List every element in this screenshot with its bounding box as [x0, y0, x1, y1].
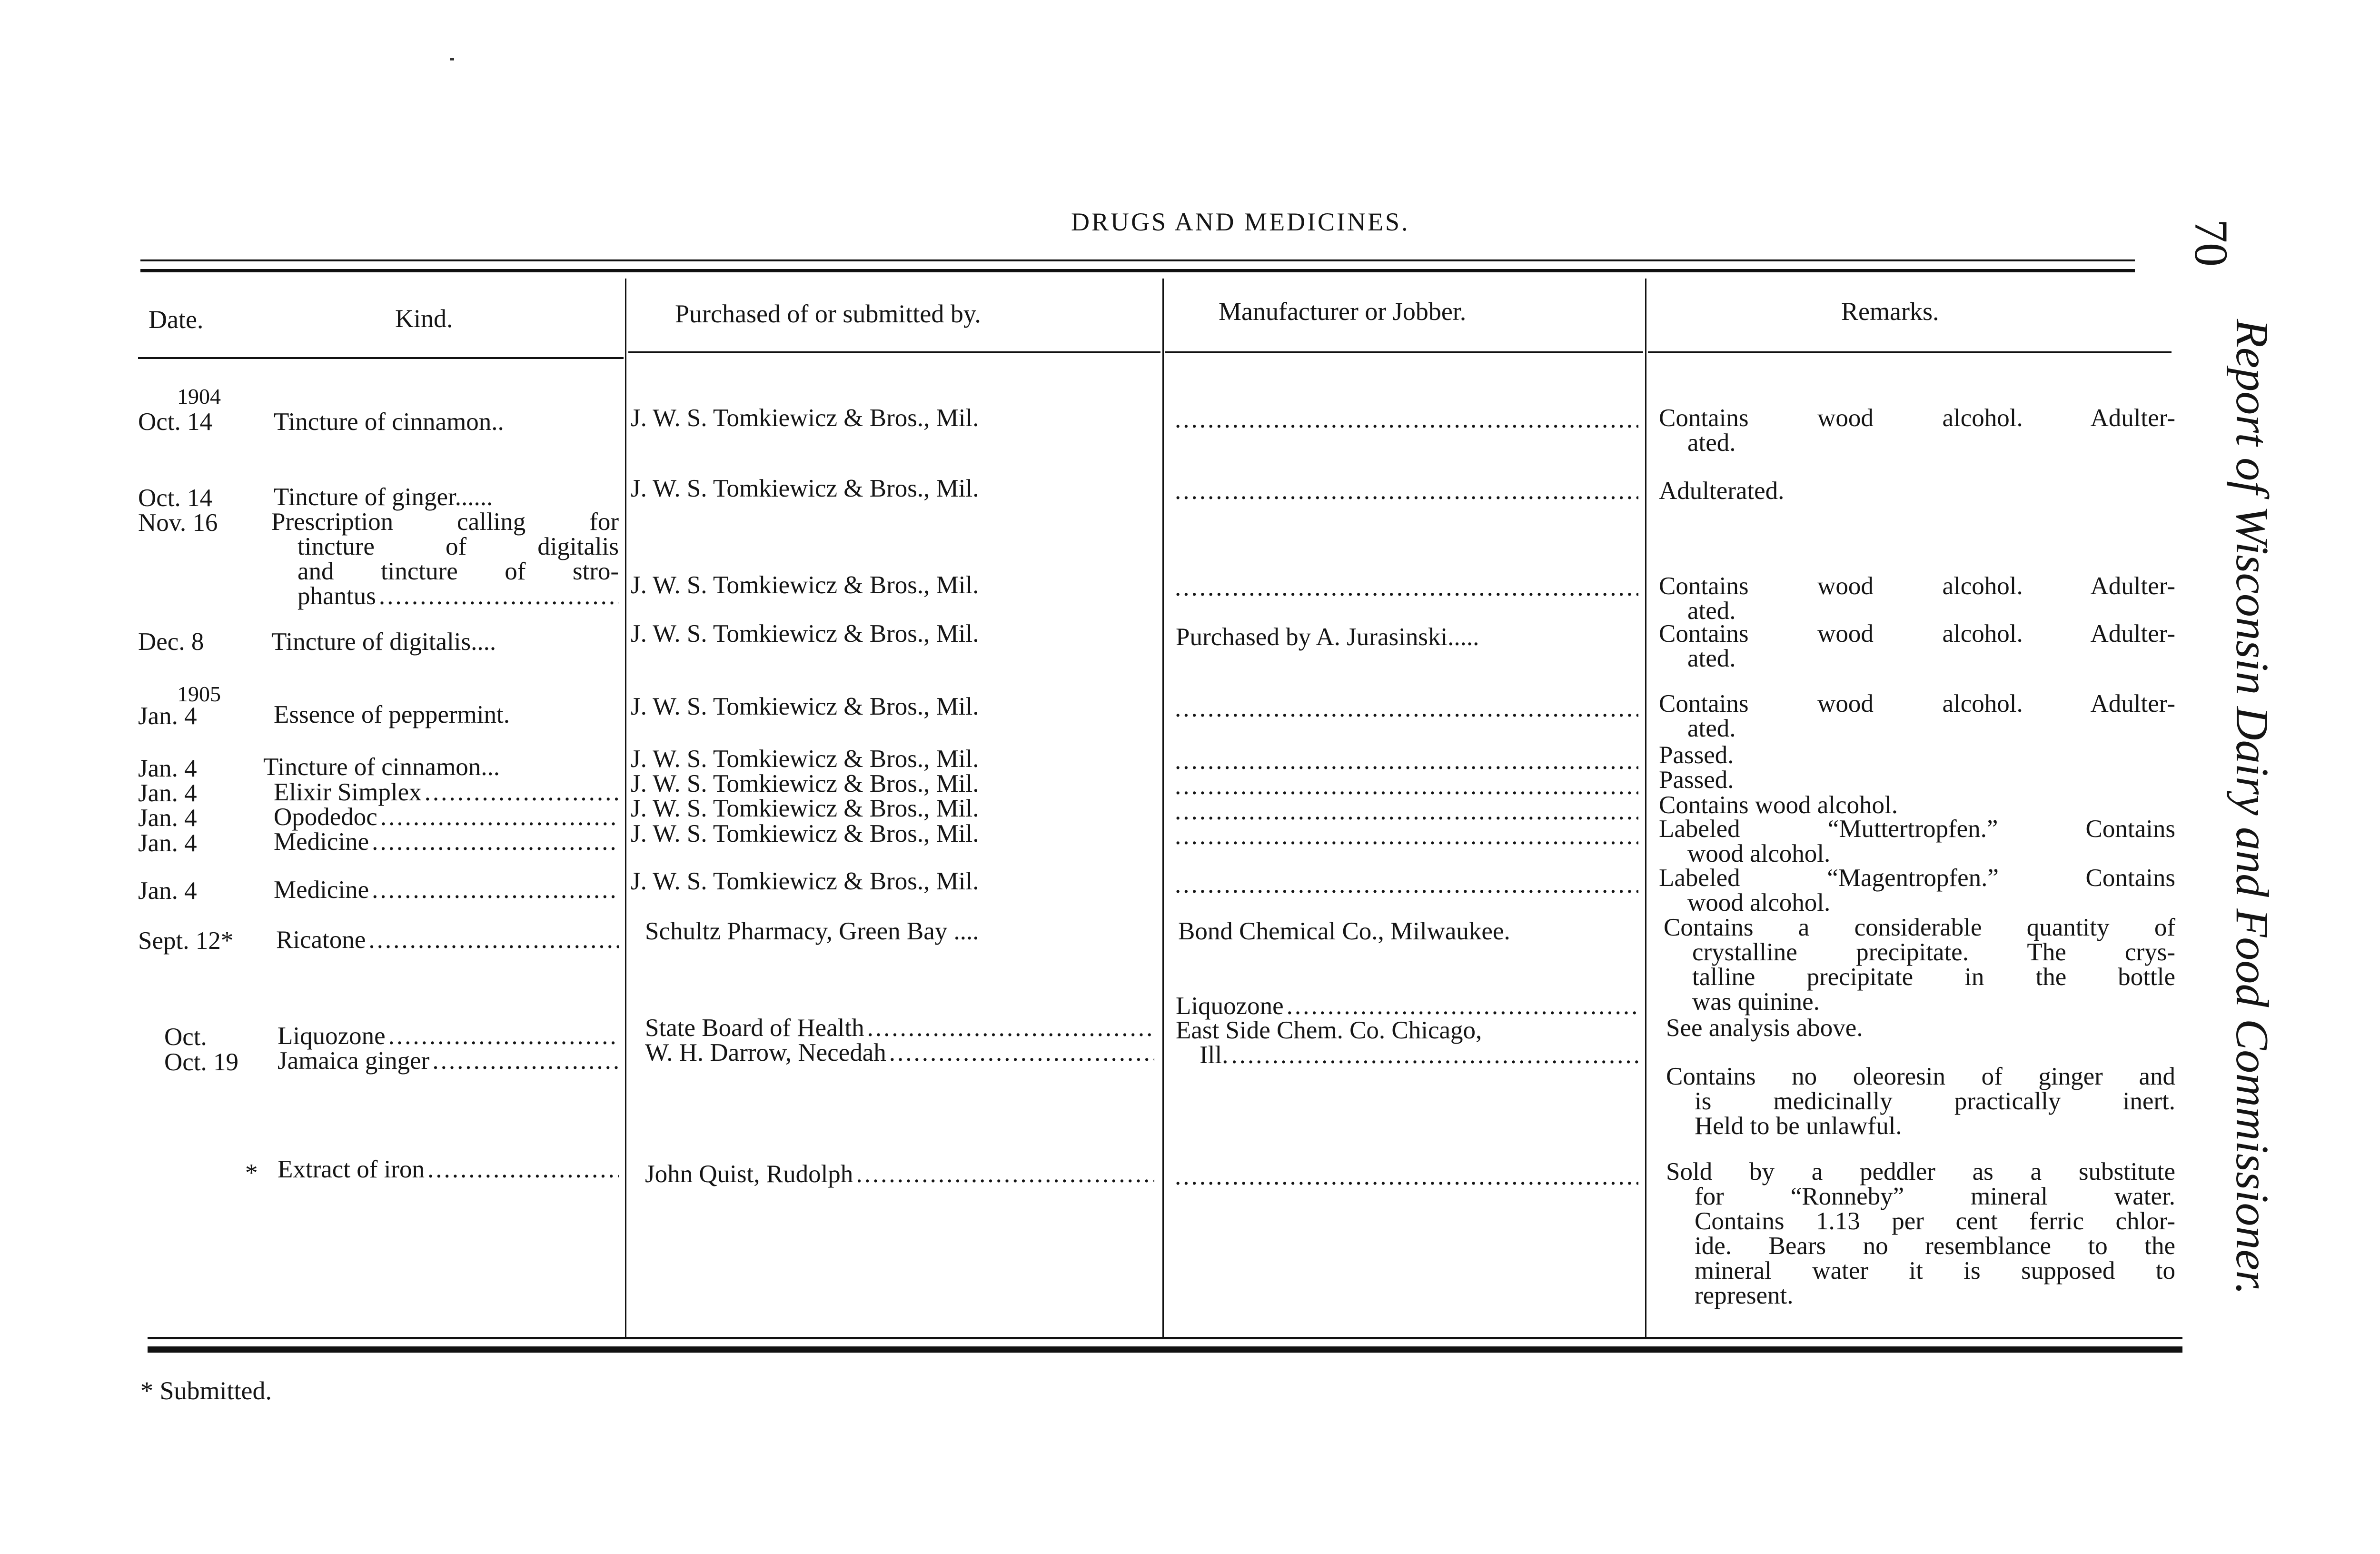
- cell-remarks: Passed.: [1659, 741, 1734, 769]
- cell-remarks: Passed.: [1659, 766, 1734, 794]
- remark-line: ated.: [1687, 429, 1736, 457]
- remark-line: Sold by a peddler as a substitute: [1666, 1158, 2175, 1185]
- cell-manufacturer: [1172, 824, 1638, 848]
- cell-kind: Essence of peppermint.: [274, 701, 510, 728]
- header-rule: [1648, 351, 2172, 353]
- ink-speck: [450, 58, 454, 60]
- kind-line: tincture of digitalis: [298, 533, 619, 560]
- cell-date: Oct. 19: [164, 1048, 239, 1076]
- cell-date: Jan. 4: [138, 829, 197, 857]
- remark-line: Contains wood alcohol. Adulter-: [1659, 404, 2175, 432]
- top-rule: [140, 269, 2135, 272]
- page-number: 70: [2185, 219, 2238, 267]
- cell-remarks: [1664, 915, 2175, 1014]
- cell-remarks: Adulterated.: [1659, 477, 1785, 505]
- cell-manufacturer: Liquozone .....: [1176, 994, 1640, 1018]
- cell-manufacturer: Purchased by A. Jurasinski.....: [1176, 623, 1479, 651]
- section-title: DRUGS AND MEDICINES.: [1071, 208, 1410, 236]
- cell-purchased: J. W. S. Tomkiewicz & Bros., Mil.: [631, 770, 979, 797]
- header-kind: Kind.: [395, 304, 453, 333]
- kind-line: and tincture of stro-: [298, 558, 619, 585]
- remark-line: ide. Bears no resemblance to the: [1695, 1232, 2175, 1260]
- cell-purchased: State Board of Health .....: [645, 1016, 1154, 1040]
- cell-date: Jan. 4: [138, 804, 197, 832]
- cell-purchased: J. W. S. Tomkiewicz & Bros., Mil.: [631, 867, 979, 895]
- running-head: Report of Wisconsin Dairy and Food Commissioner.: [2226, 319, 2278, 1295]
- cell-manufacturer: [1172, 407, 1638, 432]
- remark-line: Contains 1.13 per cent ferric chlor-: [1695, 1207, 2175, 1235]
- cell-kind: Tincture of digitalis....: [271, 628, 496, 656]
- cell-remarks: [1659, 817, 2175, 866]
- remark-line: represent.: [1695, 1282, 1794, 1309]
- cell-purchased: J. W. S. Tomkiewicz & Bros., Mil.: [631, 404, 979, 432]
- cell-kind: Elixir Simplex .....: [274, 780, 619, 805]
- cell-manufacturer: [1172, 872, 1638, 897]
- cell-kind: Tincture of cinnamon...: [263, 753, 500, 781]
- cell-kind: Jamaica ginger .....: [278, 1048, 619, 1073]
- remark-line: Contains wood alcohol. Adulter-: [1659, 572, 2175, 600]
- cell-date: Sept. 12*: [138, 927, 234, 955]
- column-divider: [1645, 279, 1646, 1338]
- cell-date: *: [245, 1159, 258, 1187]
- remark-line: Contains no oleoresin of ginger and: [1666, 1063, 2175, 1090]
- cell-purchased: J. W. S. Tomkiewicz & Bros., Mil.: [631, 745, 979, 773]
- cell-date: Nov. 16: [138, 509, 218, 537]
- cell-date: Dec. 8: [138, 628, 204, 656]
- header-rule: [138, 357, 624, 359]
- cell-date: Jan. 4: [138, 702, 197, 730]
- cell-remarks: [1659, 691, 2175, 741]
- remark-line: Contains wood alcohol. Adulter-: [1659, 690, 2175, 717]
- cell-manufacturer: Bond Chemical Co., Milwaukee.: [1178, 917, 1510, 945]
- header-remarks: Remarks.: [1841, 297, 1939, 326]
- remark-line: Contains a considerable quantity of: [1664, 914, 2175, 941]
- cell-manufacturer: [1172, 696, 1638, 721]
- remark-line: Contains wood alcohol. Adulter-: [1659, 620, 2175, 648]
- cell-remarks: [1666, 1064, 2175, 1138]
- cell-date: Oct. 14: [138, 408, 213, 436]
- footnote: * Submitted.: [140, 1376, 272, 1405]
- remark-line: talline precipitate in the bottle: [1692, 963, 2175, 991]
- top-rule: [140, 259, 2135, 261]
- cell-remarks: [1659, 866, 2175, 915]
- cell-date: Jan. 4: [138, 779, 197, 807]
- cell-purchased: J. W. S. Tomkiewicz & Bros., Mil.: [631, 475, 979, 502]
- cell-remarks: Contains wood alcohol.: [1659, 791, 1898, 819]
- column-divider: [625, 279, 626, 1338]
- cell-manufacturer: [1172, 774, 1638, 798]
- remark-line: Held to be unlawful.: [1695, 1112, 1902, 1140]
- cell-purchased: J. W. S. Tomkiewicz & Bros., Mil.: [631, 820, 979, 847]
- cell-purchased: J. W. S. Tomkiewicz & Bros., Mil.: [631, 620, 979, 648]
- cell-kind: Opodedoc .....: [274, 805, 619, 829]
- cell-manufacturer: [1172, 478, 1638, 503]
- cell-manufacturer: East Side Chem. Co. Chicago,: [1176, 1016, 1482, 1044]
- cell-kind: Extract of iron .....: [278, 1157, 619, 1182]
- remark-line: Labeled “Muttertropfen.” Contains: [1659, 815, 2175, 843]
- cell-remarks: [1659, 574, 2175, 623]
- cell-kind: [271, 509, 619, 608]
- cell-purchased: W. H. Darrow, Necedah .....: [645, 1040, 1154, 1065]
- cell-purchased: J. W. S. Tomkiewicz & Bros., Mil.: [631, 693, 979, 720]
- cell-remarks: [1659, 406, 2175, 455]
- cell-kind: Liquozone .....: [278, 1024, 619, 1048]
- cell-kind: Tincture of ginger......: [274, 483, 493, 511]
- header-purchased: Purchased of or submitted by.: [675, 299, 981, 328]
- cell-manufacturer: [1172, 799, 1638, 824]
- cell-manufacturer: [1172, 748, 1638, 773]
- cell-manufacturer: [1172, 1164, 1638, 1189]
- cell-purchased: J. W. S. Tomkiewicz & Bros., Mil.: [631, 795, 979, 822]
- year-label: 1904: [177, 384, 221, 408]
- header-rule: [628, 351, 1160, 353]
- cell-remarks: [1666, 1159, 2175, 1308]
- cell-manufacturer: Ill. .....: [1200, 1043, 1640, 1067]
- bottom-rule: [148, 1337, 2182, 1339]
- kind-line: phantus .....: [271, 584, 619, 608]
- remark-line: ated.: [1687, 597, 1736, 625]
- header-manufacturer: Manufacturer or Jobber.: [1219, 297, 1467, 326]
- cell-purchased: J. W. S. Tomkiewicz & Bros., Mil.: [631, 571, 979, 599]
- remark-line: Labeled “Magentropfen.” Contains: [1659, 864, 2175, 892]
- cell-manufacturer: [1172, 575, 1638, 600]
- column-divider: [1162, 279, 1164, 1338]
- remark-line: ated.: [1687, 715, 1736, 742]
- cell-remarks: [1659, 621, 2175, 671]
- header-rule: [1165, 351, 1643, 353]
- year-label: 1905: [177, 682, 221, 706]
- remark-line: wood alcohol.: [1687, 840, 1831, 867]
- remark-line: is medicinally practically inert.: [1695, 1087, 2175, 1115]
- bottom-rule: [148, 1346, 2182, 1353]
- cell-date: Jan. 4: [138, 755, 197, 782]
- cell-date: Oct. 14: [138, 484, 213, 512]
- remark-line: was quinine.: [1692, 988, 1820, 1016]
- kind-line: Prescription calling for: [271, 508, 619, 536]
- remark-line: for “Ronneby” mineral water.: [1695, 1183, 2175, 1210]
- remark-line: wood alcohol.: [1687, 889, 1831, 916]
- cell-purchased: Schultz Pharmacy, Green Bay ....: [645, 917, 979, 945]
- cell-kind: Tincture of cinnamon..: [274, 408, 504, 436]
- cell-kind: Ricatone .....: [276, 927, 619, 952]
- cell-kind: Medicine .....: [274, 877, 619, 902]
- cell-date: Oct.: [164, 1023, 207, 1051]
- remark-line: ated.: [1687, 645, 1736, 672]
- cell-purchased: John Quist, Rudolph .....: [645, 1162, 1154, 1186]
- cell-kind: Medicine .....: [274, 829, 619, 854]
- remark-line: crystalline precipitate. The crys-: [1692, 938, 2175, 966]
- cell-date: Jan. 4: [138, 877, 197, 905]
- header-date: Date.: [149, 305, 204, 334]
- remark-line: mineral water it is supposed to: [1695, 1257, 2175, 1285]
- cell-remarks: See analysis above.: [1666, 1014, 1863, 1042]
